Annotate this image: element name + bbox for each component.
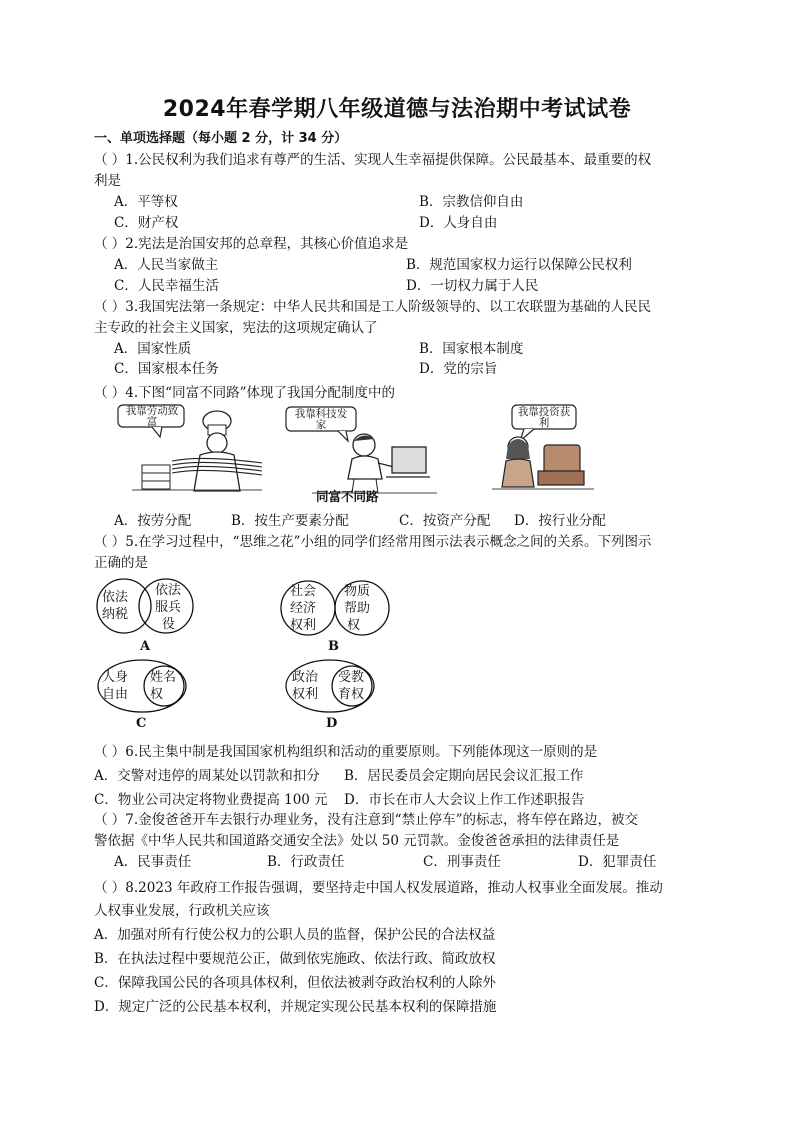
venn-d-inner-text <box>338 669 364 703</box>
venn-diagram-a <box>96 578 206 656</box>
q6-option-c: C．物业公司决定将物业费提高 100 元 <box>94 792 328 808</box>
q3-option-c: C．国家根本任务 <box>114 361 219 377</box>
q4-option-b: B．按生产要素分配 <box>231 513 349 529</box>
venn-b-label: B <box>328 639 339 654</box>
venn-d-outer-line2: 权利 <box>292 687 319 702</box>
venn-b-left-line1: 社会 <box>290 584 317 599</box>
bubble-tech: 我靠科技发家 <box>294 408 348 431</box>
q8-option-a: A．加强对所有行使公权力的公职人员的监督，保护公民的合法权益 <box>94 927 496 943</box>
q3-option-a: A．国家性质 <box>114 341 192 357</box>
q7-option-c: C．刑事责任 <box>423 854 501 870</box>
q4-option-a: A．按劳分配 <box>114 513 192 529</box>
q2-stem: （ ）2.宪法是治国安邦的总章程，其核心价值追求是 <box>94 236 409 252</box>
venn-a-right-line1: 依法 <box>155 583 182 598</box>
q8-stem-cont: 人权事业发展，行政机关应该 <box>94 903 270 919</box>
venn-d-inner-line2: 育权 <box>338 687 365 702</box>
q3-stem-cont: 主专政的社会主义国家，宪法的这项规定确认了 <box>94 320 378 336</box>
q1-option-b: B．宗教信仰自由 <box>419 194 524 210</box>
q7-option-b: B．行政责任 <box>267 854 345 870</box>
venn-a-right-text <box>155 582 181 633</box>
q7-option-d: D．犯罪责任 <box>578 854 657 870</box>
q3-option-d: D．党的宗旨 <box>419 361 498 377</box>
q8-option-b: B．在执法过程中要规范公正，做到依宪施政、依法行政、简政放权 <box>94 951 496 967</box>
q2-option-d: D．一切权力属于人民 <box>406 278 539 294</box>
venn-b-right-line1: 物质 <box>344 584 371 599</box>
q2-option-c: C．人民幸福生活 <box>114 278 219 294</box>
bubble-labor: 我靠劳动致富 <box>125 405 179 428</box>
q7-option-a: A．民事责任 <box>114 854 192 870</box>
venn-d-outer-line1: 政治 <box>292 670 319 685</box>
venn-c-inner-line1: 姓名 <box>150 670 177 685</box>
venn-b-left-text <box>290 583 316 634</box>
q1-option-c: C．财产权 <box>114 215 179 231</box>
q7-stem: （ ）7.金俊爸爸开车去银行办理业务，没有注意到“禁止停车”的标志，将车停在路边，被交 <box>94 812 638 828</box>
venn-diagram-d <box>284 658 384 736</box>
q7-stem-cont: 警依据《中华人民共和国道路交通安全法》处以 50 元罚款。金俊爸爸承担的法律责任是 <box>94 833 620 849</box>
venn-d-inner-line1: 受教 <box>338 670 365 685</box>
q1-stem: （ ）1.公民权利为我们追求有尊严的生活、实现人生幸福提供保障。公民最基本、最重要的权 <box>94 152 652 168</box>
q2-option-a: A．人民当家做主 <box>114 257 219 273</box>
section-heading: 一、单项选择题（每小题 2 分，计 34 分） <box>94 131 348 146</box>
q1-stem-cont: 利是 <box>94 173 121 189</box>
venn-c-label: C <box>136 716 147 731</box>
venn-diagram-c <box>96 658 196 736</box>
venn-c-outer-line2: 自由 <box>102 687 129 702</box>
venn-b-right-text <box>344 583 370 634</box>
q4-option-d: D．按行业分配 <box>514 513 606 529</box>
q5-stem: （ ）5.在学习过程中，“思维之花”小组的同学们经常用图示法表示概念之间的关系。下列图示 <box>94 534 652 550</box>
q2-option-b: B．规范国家权力运行以保障公民权利 <box>406 257 632 273</box>
chef-cartoon <box>112 403 272 493</box>
venn-b-right-line3: 权 <box>347 618 361 633</box>
venn-a-left-line2: 纳税 <box>102 607 129 622</box>
venn-b-left-line3: 权利 <box>290 618 317 633</box>
q3-stem: （ ）3.我国宪法第一条规定：中华人民共和国是工人阶级领导的、以工农联盟为基础的人民民 <box>94 299 652 315</box>
q8-stem: （ ）8.2023 年政府工作报告强调，要坚持走中国人权发展道路，推动人权事业全面发展。推动 <box>94 880 663 896</box>
venn-c-outer-line1: 人身 <box>102 670 129 685</box>
q4-option-c: C．按资产分配 <box>399 513 491 529</box>
venn-a-right-line3: 役 <box>162 617 176 632</box>
venn-c-inner-text <box>150 669 176 703</box>
q5-stem-cont: 正确的是 <box>94 555 148 571</box>
q8-option-c: C．保障我国公民的各项具体权利，但依法被剥夺政治权利的人除外 <box>94 975 496 991</box>
venn-c-outer-text <box>102 669 128 703</box>
venn-diagram-b <box>280 578 390 656</box>
q1-option-d: D．人身自由 <box>419 215 498 231</box>
venn-a-left-text <box>102 589 128 623</box>
venn-a-label: A <box>140 639 151 654</box>
cartoon-caption: 同富不同路 <box>316 489 379 504</box>
bubble-invest: 我靠投资获利 <box>517 406 571 429</box>
venn-d-outer-text <box>292 669 318 703</box>
q6-option-b: B．居民委员会定期向居民会议汇报工作 <box>344 768 584 784</box>
investor-cartoon <box>488 403 598 493</box>
q6-option-d: D．市长在市人大会议上作工作述职报告 <box>344 792 585 808</box>
q3-option-b: B．国家根本制度 <box>419 341 524 357</box>
q4-stem: （ ）4.下图“同富不同路”体现了我国分配制度中的 <box>94 385 395 401</box>
venn-b-left-line2: 经济 <box>290 601 317 616</box>
venn-c-inner-line2: 权 <box>150 687 164 702</box>
q1-option-a: A．平等权 <box>114 194 178 210</box>
q6-option-a: A．交警对违停的周某处以罚款和扣分 <box>94 768 320 784</box>
venn-a-right-line2: 服兵 <box>155 600 182 615</box>
exam-title: 2024年春学期八年级道德与法治期中考试试卷 <box>162 97 632 122</box>
venn-d-label: D <box>326 716 338 731</box>
venn-b-right-line2: 帮助 <box>344 601 371 616</box>
tech-cartoon <box>282 405 442 495</box>
q6-stem: （ ）6.民主集中制是我国国家机构组织和活动的重要原则。下列能体现这一原则的是 <box>94 744 598 760</box>
venn-a-left-line1: 依法 <box>102 590 129 605</box>
q8-option-d: D．规定广泛的公民基本权利，并规定实现公民基本权利的保障措施 <box>94 999 497 1015</box>
